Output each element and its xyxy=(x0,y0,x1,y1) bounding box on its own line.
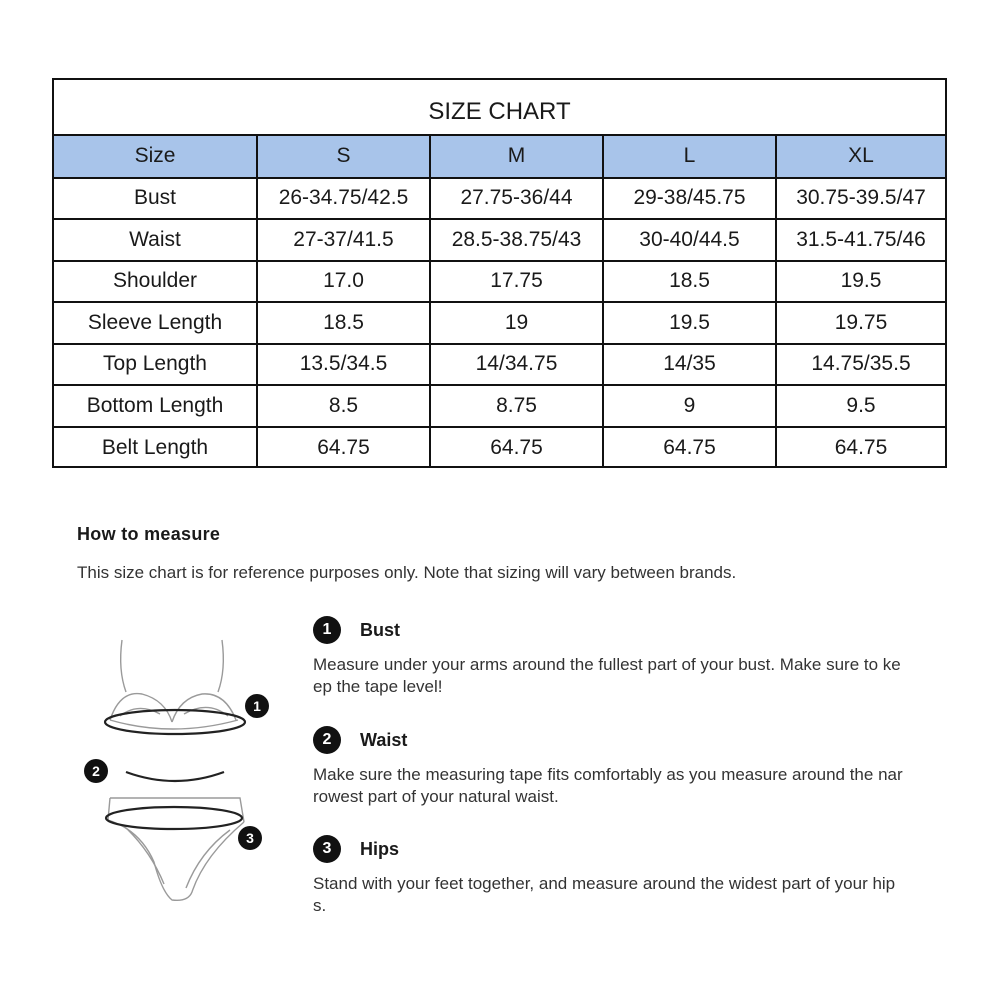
measure-step-waist xyxy=(313,726,913,808)
row-label: Waist xyxy=(54,219,257,261)
svg-text:2: 2 xyxy=(92,763,100,779)
table-cell: 19 xyxy=(430,302,603,344)
step-description: Stand with your feet together, and measure around the widest part of your hips. xyxy=(313,874,896,915)
row-label: Sleeve Length xyxy=(54,302,257,344)
size-chart-header-row xyxy=(54,136,945,178)
table-cell: 17.0 xyxy=(257,261,430,303)
table-cell: 26-34.75/42.5 xyxy=(257,178,430,220)
step-number-badge: 2 xyxy=(313,726,341,754)
table-cell: 13.5/34.5 xyxy=(257,344,430,386)
table-cell: 19.5 xyxy=(603,302,776,344)
table-cell: 64.75 xyxy=(603,427,776,469)
header-cell-l: L xyxy=(603,136,776,178)
row-label: Top Length xyxy=(54,344,257,386)
size-chart-table xyxy=(54,136,945,468)
step-description: Measure under your arms around the fullest part of your bust. Make sure to keep the tape level! xyxy=(313,655,901,696)
row-label: Bust xyxy=(54,178,257,220)
step-title: Bust xyxy=(360,619,400,640)
table-cell: 27.75-36/44 xyxy=(430,178,603,220)
table-cell: 30-40/44.5 xyxy=(603,219,776,261)
table-cell: 8.75 xyxy=(430,385,603,427)
table-row xyxy=(54,344,945,386)
marker-1-icon xyxy=(245,694,269,718)
table-cell: 9 xyxy=(603,385,776,427)
table-cell: 30.75-39.5/47 xyxy=(776,178,945,220)
table-row xyxy=(54,302,945,344)
table-cell: 64.75 xyxy=(257,427,430,469)
measure-step-bust xyxy=(313,616,913,698)
size-chart-title: SIZE CHART xyxy=(54,80,945,136)
table-cell: 18.5 xyxy=(257,302,430,344)
table-row xyxy=(54,427,945,469)
row-label: Shoulder xyxy=(54,261,257,303)
table-cell: 28.5-38.75/43 xyxy=(430,219,603,261)
table-cell: 18.5 xyxy=(603,261,776,303)
table-row xyxy=(54,261,945,303)
table-cell: 14/35 xyxy=(603,344,776,386)
step-title: Hips xyxy=(360,838,400,859)
row-label: Bottom Length xyxy=(54,385,257,427)
marker-3-icon xyxy=(238,826,262,850)
step-number-badge: 3 xyxy=(313,835,341,863)
size-chart xyxy=(52,78,947,468)
marker-2-icon xyxy=(84,759,108,783)
measurement-figure xyxy=(80,630,275,920)
table-cell: 9.5 xyxy=(776,385,945,427)
step-number-badge: 1 xyxy=(313,616,341,644)
table-cell: 17.75 xyxy=(430,261,603,303)
header-cell-size: Size xyxy=(54,136,257,178)
table-cell: 14.75/35.5 xyxy=(776,344,945,386)
header-cell-s: S xyxy=(257,136,430,178)
table-cell: 14/34.75 xyxy=(430,344,603,386)
table-row xyxy=(54,178,945,220)
table-cell: 64.75 xyxy=(834,435,888,459)
header-cell-xl: XL xyxy=(776,136,945,178)
how-to-measure-title: How to measure xyxy=(77,524,221,544)
measure-step-hips xyxy=(313,835,913,917)
table-cell: 8.5 xyxy=(257,385,430,427)
reference-note: This size chart is for reference purposes only. Note that sizing will vary between brands. xyxy=(77,563,737,582)
row-label: Belt Length xyxy=(54,427,257,469)
step-title: Waist xyxy=(360,729,408,750)
table-cell: 64.75 xyxy=(430,427,603,469)
header-cell-m: M xyxy=(430,136,603,178)
bikini-outline-illustration xyxy=(80,630,275,920)
table-cell: 19.75 xyxy=(776,302,945,344)
table-cell: 27-37/41.5 xyxy=(257,219,430,261)
table-cell: 31.5-41.75/46 xyxy=(776,219,945,261)
table-row xyxy=(54,219,945,261)
step-description: Make sure the measuring tape fits comfortably as you measure around the narrowest part of your natural waist. xyxy=(313,765,903,806)
table-cell: 29-38/45.75 xyxy=(603,178,776,220)
table-cell: 19.5 xyxy=(776,261,945,303)
svg-text:1: 1 xyxy=(253,698,261,714)
svg-text:3: 3 xyxy=(246,830,254,846)
table-row xyxy=(54,385,945,427)
